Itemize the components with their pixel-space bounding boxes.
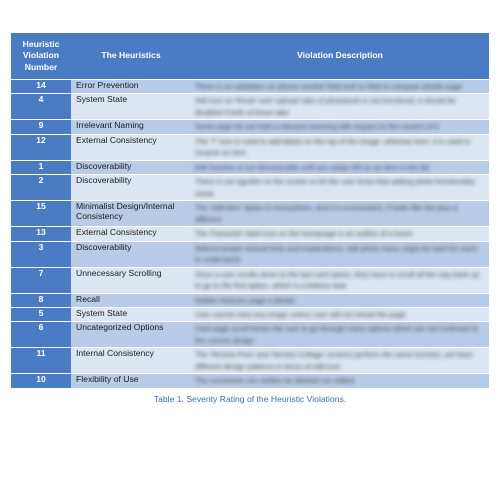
table-row <box>11 94 489 120</box>
violation-description-cell <box>191 160 489 174</box>
table-row <box>11 80 489 94</box>
heuristic-name-cell: Irrelevant Naming <box>71 120 191 134</box>
table-row <box>11 293 489 307</box>
violation-number-cell: 13 <box>11 227 71 241</box>
blurred-description-text: Once a user scrolls down to the last card option, they have to scroll all the way back up to go to the first option, which is a tedious task <box>195 269 480 291</box>
violation-description-cell <box>191 94 489 120</box>
table-row <box>11 307 489 321</box>
violation-description-cell <box>191 80 489 94</box>
violation-description-cell <box>191 120 489 134</box>
violation-description-cell <box>191 307 489 321</box>
header-row <box>11 33 489 80</box>
table-row <box>11 241 489 267</box>
violation-number-cell: 15 <box>11 201 71 227</box>
blurred-description-text: Still icon on 'Reset' and 'Upload' tabs of photobook is not functional, it should be disabled if both of those tabs <box>195 96 456 117</box>
table-row <box>11 267 489 293</box>
blurred-description-text: The 'Favourite' label icon on the homepage is an outline of a home <box>195 229 413 239</box>
table-header <box>11 33 489 80</box>
blurred-description-text: There is no validation on phone number field and no field to compare details page <box>195 82 463 91</box>
violation-number-cell: 9 <box>11 120 71 134</box>
header-violation-description: Violation Description <box>191 33 489 80</box>
table-row <box>11 201 489 227</box>
table-row <box>11 175 489 201</box>
heuristic-name-cell: Error Prevention <box>71 80 191 94</box>
heuristic-name-cell: Unnecessary Scrolling <box>71 267 191 293</box>
violation-description-cell <box>191 267 489 293</box>
violation-description-cell <box>191 175 489 201</box>
table-caption: Table 1. Severity Rating of the Heuristic Violations. <box>153 393 347 404</box>
heuristic-name-cell: System State <box>71 307 191 321</box>
violation-number-cell: 2 <box>11 175 71 201</box>
violation-number-cell: 4 <box>11 94 71 120</box>
blurred-description-text: The 'Review Print' and 'Review Collage' screens perform the same function, yet have different design patterns in terms of edit icon <box>195 350 473 371</box>
heuristic-name-cell: Discoverability <box>71 175 191 201</box>
table-row <box>11 134 489 160</box>
violation-description-cell <box>191 348 489 374</box>
table-row <box>11 322 489 348</box>
violation-description-cell <box>191 293 489 307</box>
blurred-description-text: The 'Add item' option is everywhere, and it is inconsistent, it looks like the plus is different <box>195 203 458 224</box>
table-row <box>11 120 489 134</box>
heuristic-name-cell: System State <box>71 94 191 120</box>
blurred-description-text: Hidden features page a details <box>195 295 296 305</box>
heuristic-name-cell: Discoverability <box>71 241 191 267</box>
table-row <box>11 160 489 174</box>
violation-number-cell: 8 <box>11 293 71 307</box>
violation-description-cell <box>191 227 489 241</box>
table-body <box>11 80 489 389</box>
table-row <box>11 227 489 241</box>
violation-number-cell: 5 <box>11 307 71 321</box>
blurred-description-text: Edit function is not discoverable until you swipe left on an item in the list <box>195 162 430 172</box>
violation-number-cell: 14 <box>11 80 71 94</box>
blurred-description-text: Some page do not hold a relevant meaning with respect to the content of it <box>195 122 439 132</box>
violation-description-cell <box>191 134 489 160</box>
blurred-description-text: Card page scroll forces the user to go through many options which are not irrelevant to the current design <box>195 324 479 345</box>
violation-description-cell <box>191 201 489 227</box>
blurred-description-text: User cannot view any image unless user will not reload the page <box>195 309 406 319</box>
violation-number-cell: 12 <box>11 134 71 160</box>
blurred-description-text: There is not signifier on the screen to let the user know that adding photo functionality exists <box>195 177 475 198</box>
heuristic-name-cell: External Consistency <box>71 227 191 241</box>
heuristic-name-cell: Internal Consistency <box>71 348 191 374</box>
blurred-description-text: Without proper textual hints and explanations, edit photo menu might be hard for users to understand <box>195 243 479 265</box>
heuristics-table <box>11 33 489 389</box>
violation-number-cell: 1 <box>11 160 71 174</box>
violation-description-cell <box>191 241 489 267</box>
violation-number-cell: 10 <box>11 374 71 388</box>
header-heuristics: The Heuristics <box>71 33 191 80</box>
header-violation-number: Heuristic Violation Number <box>11 33 71 80</box>
violation-number-cell: 3 <box>11 241 71 267</box>
violation-description-cell <box>191 322 489 348</box>
violation-number-cell: 6 <box>11 322 71 348</box>
heuristic-name-cell: Recall <box>71 293 191 307</box>
blurred-description-text: The comments can neither be deleted nor edited <box>195 376 354 386</box>
violation-number-cell: 11 <box>11 348 71 374</box>
heuristic-name-cell: Uncategorized Options <box>71 322 191 348</box>
table-row <box>11 374 489 388</box>
heuristic-name-cell: Minimalist Design/Internal Consistency <box>71 201 191 227</box>
heuristic-name-cell: External Consistency <box>71 134 191 160</box>
violation-number-cell: 7 <box>11 267 71 293</box>
heuristic-name-cell: Discoverability <box>71 160 191 174</box>
table-row <box>11 348 489 374</box>
blurred-description-text: The 'T' icon is used to add labels on the top of the image, whereas here, it is used to rename an item <box>195 136 471 158</box>
heuristic-name-cell: Flexibility of Use <box>71 374 191 388</box>
violation-description-cell <box>191 374 489 388</box>
